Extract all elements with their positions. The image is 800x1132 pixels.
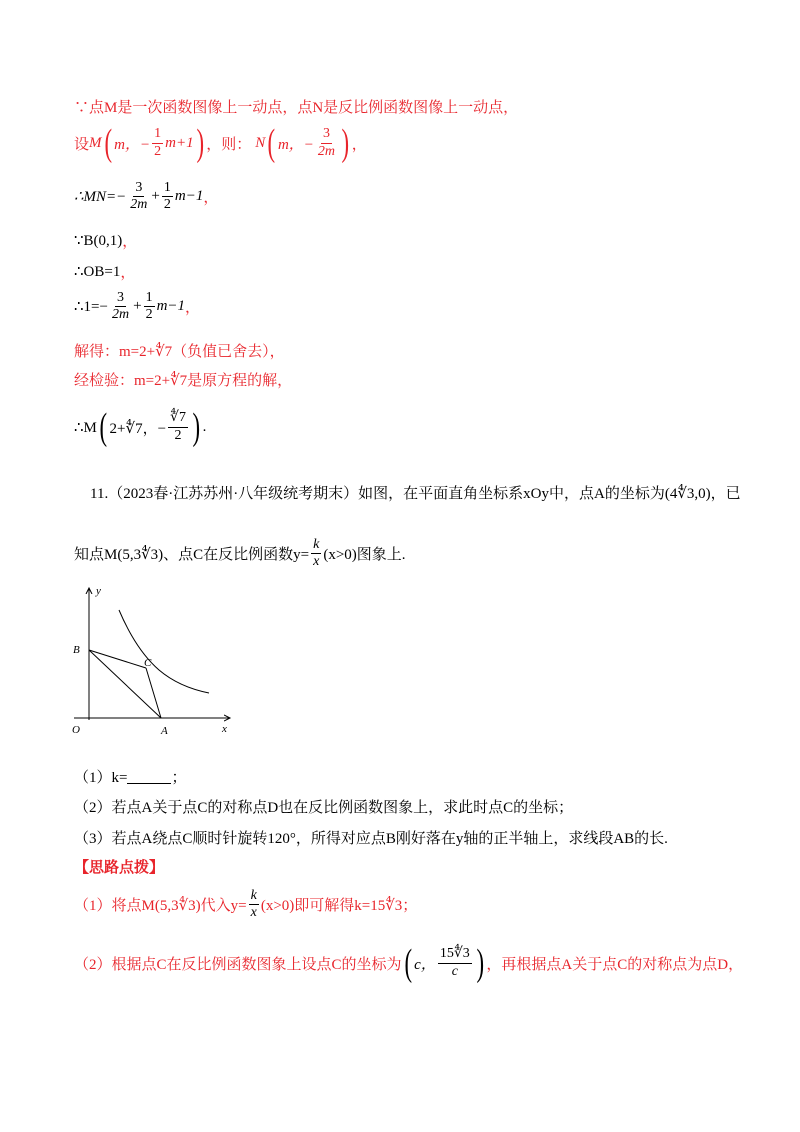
solution-line-8: 经检验：m=2+∜7是原方程的解， (74, 373, 293, 389)
hint-line-1: （1）将点M(5,3∜3)代入y= $\frac{k}{x}$ (x>0)即可解得k=15∜3； (74, 888, 418, 921)
solution-line-6: ∴1=− $\frac{3}{2m}$ + $\frac{1}{2}$ m−1 ， (74, 290, 201, 323)
label-O: O (72, 724, 80, 736)
label-A: A (161, 725, 168, 737)
answer-blank (127, 769, 171, 784)
solution-line-1: ∵点M是一次函数图像上一动点，点N是反比例函数图像上一动点， (74, 100, 519, 116)
label-y: y (96, 585, 101, 597)
question-2: （2）若点A关于点C的对称点D也在反比例函数图象上，求此时点C的坐标； (74, 800, 574, 816)
question-1: （1）k= ； (74, 770, 187, 786)
solution-line-9: ∴M ( 2+∜7，− $\frac{∜7}{2}$ ) . (74, 406, 207, 448)
problem-line-2: 知点M(5,3∜3)、点C在反比例函数y= $\frac{k}{x}$ (x>0)图象上. (74, 537, 406, 570)
question-3: （3）若点A绕点C顺时针旋转120°，所得对应点B刚好落在y轴的正半轴上，求线段AB的长. (74, 831, 668, 847)
hint-line-2: （2）根据点C在反比例函数图象上设点C的坐标为 ( c， $\frac{15∜3}{c}$ ) ，再根据点A关于点C的对称点为点D， (74, 942, 744, 984)
solution-line-7: 解得：m=2+∜7（负值已舍去）， (74, 344, 285, 360)
hyperbola-curve (119, 610, 209, 693)
solution-line-3: ∴MN=− $\frac{3}{2m}$ + $\frac{1}{2}$ m−1 ， (74, 180, 219, 213)
solution-line-5: ∴OB=1 ， (74, 264, 136, 281)
hint-title: 【思路点拨】 (74, 860, 165, 876)
label-x: x (222, 723, 227, 735)
label-C: C (144, 657, 152, 669)
coordinate-figure (64, 580, 244, 750)
solution-line-2: 设 M ( m，− $\frac{1}{2}$ m+1 ) ，则： N ( m，− $\frac{3}{2m}$ ) ， (74, 122, 367, 164)
segment-BC (89, 650, 146, 668)
solution-line-4: ∵B(0,1) ， (74, 233, 138, 250)
problem-line-1: 11.（2023春·江苏苏州·八年级统考期末）如图，在平面直角坐标系xOy中，点A的坐标为(4∜3,0)，已 (90, 486, 741, 502)
label-B: B (73, 644, 80, 656)
